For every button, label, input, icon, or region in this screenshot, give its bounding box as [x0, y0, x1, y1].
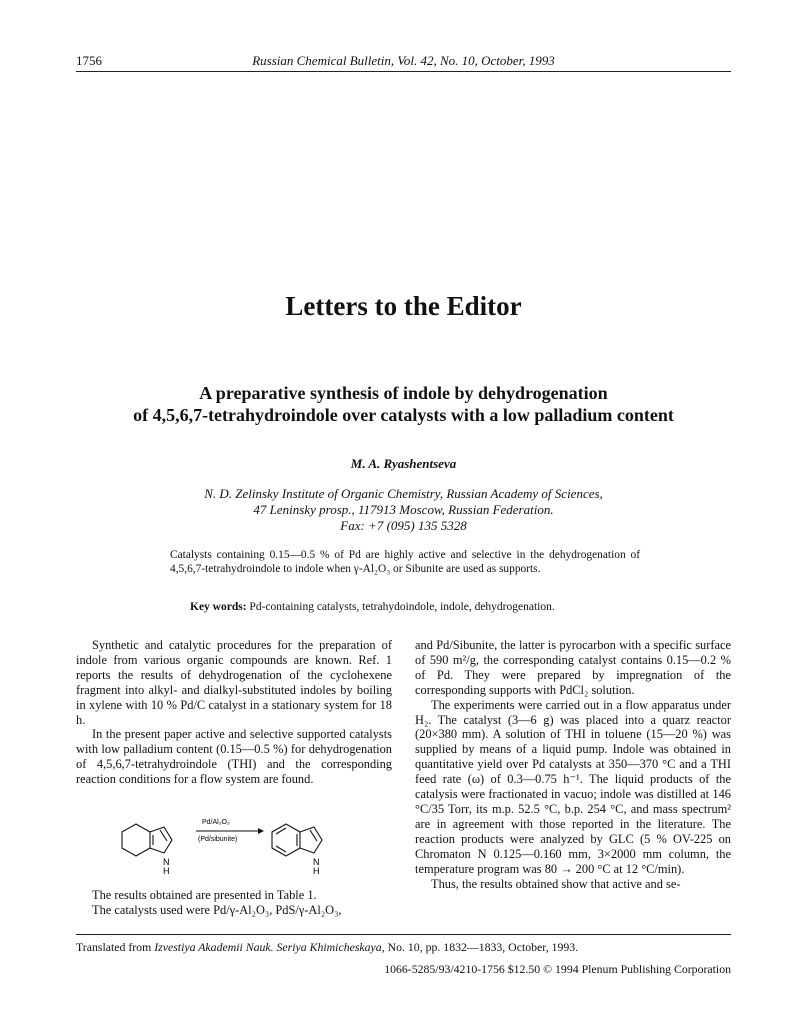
reaction-scheme [108, 810, 368, 880]
paper-title-line2: of 4,5,6,7-tetrahydroindole over catalysts with a low palladium content [133, 405, 674, 425]
indole-structure [272, 824, 322, 856]
hydrogen-label-right: H [313, 866, 320, 876]
left-column [76, 638, 392, 787]
author: M. A. Ryashentseva [350, 456, 457, 471]
arrow-head [258, 828, 264, 834]
right-paragraph-3: Thus, the results obtained show that active and se- [431, 876, 681, 891]
right-paragraph-1: and Pd/Sibunite, the latter is pyrocarbon with a specific surface of 590 m²/g, the corresponding catalyst contains 0.15—0.2 % of Pd. They were prepared by impregnation of the corresponding supports with PdCl₂ solution. [415, 638, 731, 697]
journal-header: Russian Chemical Bulletin, Vol. 42, No. 10, October, 1993 [252, 53, 555, 68]
translation-note [76, 940, 578, 955]
footer-rule [76, 934, 731, 935]
left-paragraph-3: The results obtained are presented in Table 1. [92, 888, 317, 902]
tetrahydroindole-structure [122, 824, 172, 856]
left-paragraph-4: The catalysts used were Pd/γ-Al₂O₃, PdS/γ-Al₂O₃, [92, 902, 342, 917]
translation-prefix: Translated from [76, 940, 152, 954]
header-rule [76, 71, 731, 72]
keywords-label: Key words: [190, 601, 247, 613]
affiliation [100, 486, 707, 534]
copyright-line: 1066-5285/93/4210-1756 $12.50 © 1994 Plenum Publishing Corporation [384, 962, 731, 976]
affiliation-line1: N. D. Zelinsky Institute of Organic Chemistry, Russian Academy of Sciences, [204, 486, 603, 501]
left-column-bottom [76, 888, 392, 918]
page-number: 1756 [76, 53, 102, 68]
left-paragraph-1: Synthetic and catalytic procedures for the preparation of indole from various organic compounds are known. Ref. 1 reports the results of dehydrogenation of the cyclohexene fragment into alkyl- and dialkyl-substituted indoles by boiling in xylene with 10 % Pd/C catalyst in a stationary system for 18 h. [76, 638, 392, 727]
translation-source: Izvestiya Akademii Nauk. Seriya Khimicheskaya, [154, 940, 385, 954]
hydrogen-label-left: H [163, 866, 170, 876]
abstract: Catalysts containing 0.15—0.5 % of Pd are highly active and selective in the dehydrogenation of 4,5,6,7-tetrahydroindole to indole when γ-Al₂O₃ or Sibunite are used as supports. [170, 549, 640, 575]
section-title: Letters to the Editor [285, 291, 522, 321]
right-paragraph-2: The experiments were carried out in a flow apparatus under H₂. The catalyst (3—6 g) was placed into a quarz reactor (20×380 mm). A solution of THI in toluene (15—20 %) was supplied by means of a liquid pump. Indole was obtained in quantitative yield over Pd catalysts at 350—370 °C and a THI feed rate (ω) of 0.3—0.75 h⁻¹. The liquid products of the catalysis were fractionated in vacuo; indole was distilled at 146 °C/35 Torr, its m.p. 52.5 °C, b.p. 254 °C, and mass spectrum² are in agreement with those reported in the literature. The reaction products were analyzed by GLC (5 % OV-225 on Chromaton N 0.125—0.160 mm, 3×2000 mm column, the temperature program was 80 → 200 °C at 12 °C/min). [415, 697, 731, 876]
paper-title [60, 382, 747, 426]
right-column [415, 638, 731, 891]
translation-suffix: No. 10, pp. 1832—1833, October, 1993. [387, 940, 579, 954]
paper-title-line1: A preparative synthesis of indole by dehydrogenation [199, 383, 608, 403]
nitrogen-label-left: N [163, 857, 170, 867]
keywords-text: Pd-containing catalysts, tetrahydoindole, indole, dehydrogenation. [249, 601, 555, 613]
reagent-bottom: (Pd/sibunite) [198, 836, 238, 843]
affiliation-line2: 47 Leninsky prosp., 117913 Moscow, Russian Federation. [253, 502, 554, 517]
affiliation-fax: Fax: +7 (095) 135 5328 [340, 518, 467, 533]
left-paragraph-2: In the present paper active and selective supported catalysts with low palladium content (0.15—0.5 %) for dehydrogenation of 4,5,6,7-tetrahydroindole (THI) and the corresponding reaction conditions for a flow system are found. [76, 727, 392, 787]
nitrogen-label-right: N [313, 857, 320, 867]
reagent-top: Pd/Al₂O₃ [202, 819, 230, 826]
keywords [190, 601, 670, 613]
